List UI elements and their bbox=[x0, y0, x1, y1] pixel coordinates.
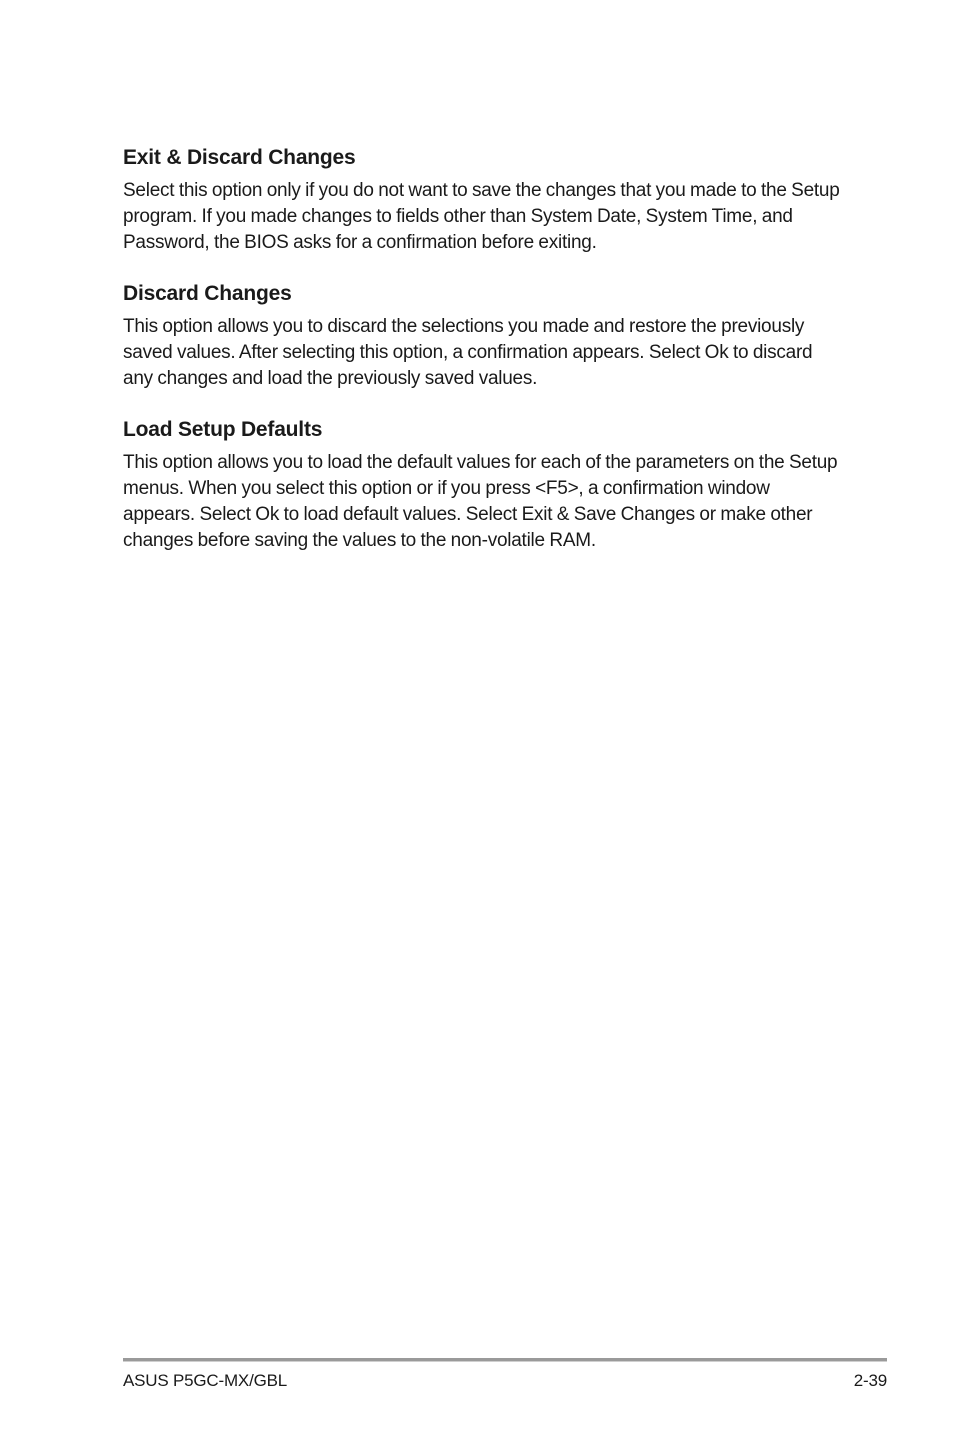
footer-product-name: ASUS P5GC-MX/GBL bbox=[123, 1371, 288, 1390]
page-footer bbox=[123, 1358, 887, 1392]
section-load-setup-defaults bbox=[123, 416, 843, 554]
footer-divider bbox=[123, 1358, 887, 1362]
section-body: This option allows you to discard the selections you made and restore the previously saved values. After selecting this option, a confirmation appears. Select Ok to discard any changes and load the previously saved values. bbox=[123, 316, 813, 389]
footer-row bbox=[123, 1370, 887, 1392]
page-content bbox=[123, 144, 843, 578]
section-exit-discard-changes bbox=[123, 144, 843, 256]
section-body: Select this option only if you do not want to save the changes that you made to the Setup program. If you made changes to fields other than System Date, System Time, and Password, the BIOS asks for a confirmation before exiting. bbox=[123, 180, 840, 253]
section-heading: Load Setup Defaults bbox=[123, 418, 323, 441]
section-body: This option allows you to load the default values for each of the parameters on the Setup menus. When you select this option or if you press <F5>, a confirmation window appears. Select Ok to load default values. Select Exit & Save Changes or make other changes before saving the values to the non-volatile RAM. bbox=[123, 452, 838, 551]
section-heading: Discard Changes bbox=[123, 282, 292, 305]
footer-page-number: 2-39 bbox=[853, 1371, 887, 1390]
section-heading: Exit & Discard Changes bbox=[123, 146, 356, 169]
section-discard-changes bbox=[123, 280, 843, 392]
